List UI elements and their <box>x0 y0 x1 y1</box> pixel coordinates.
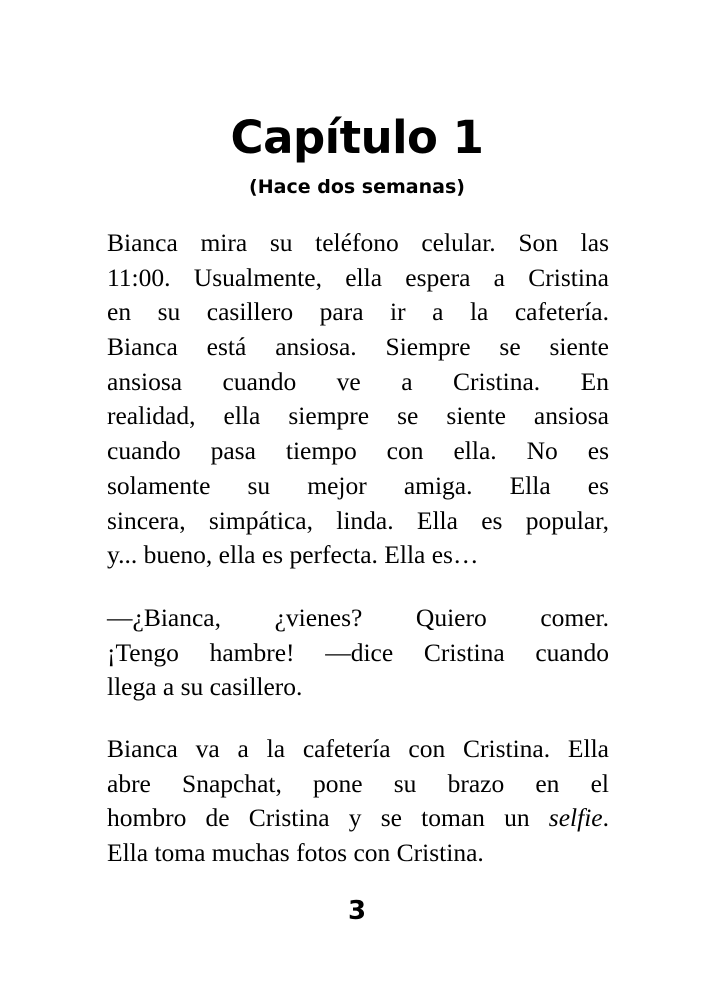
paragraph-2-dialogue <box>107 601 609 705</box>
text-line: 11:00. Usualmente, ella espera a Cristina <box>107 262 609 292</box>
text-line: solamente su mejor amiga. Ella es <box>107 470 609 500</box>
text-line: Bianca va a la cafetería con Cristina. Ella <box>107 734 609 763</box>
text-line: ansiosa cuando ve a Cristina. En <box>107 366 609 396</box>
text-line: en su casillero para ir a la cafetería. <box>107 297 609 327</box>
text-line: realidad, ella siempre se siente ansiosa <box>107 401 609 431</box>
text-line: Ella toma muchas fotos con Cristina. <box>107 838 484 868</box>
chapter-title: Capítulo 1 <box>230 111 484 164</box>
text-segment: hombro de Cristina y se toman un <box>107 803 530 833</box>
text-line-with-italic <box>107 801 609 836</box>
text-line: Bianca está ansiosa. Siempre se siente <box>107 332 609 362</box>
text-line: sincera, simpática, linda. Ella es popular, <box>107 505 609 535</box>
paragraph-1 <box>107 226 609 573</box>
text-line: abre Snapchat, pone su brazo en el <box>107 768 609 798</box>
text-line: cuando pasa tiempo con ella. No es <box>107 436 609 466</box>
text-line: llega a su casillero. <box>107 672 303 702</box>
period: . <box>602 803 609 833</box>
paragraph-3 <box>107 732 609 871</box>
text-line: —¿Bianca, ¿vienes? Quiero comer. <box>107 603 609 632</box>
text-line: y... bueno, ella es perfecta. Ella es… <box>107 540 479 570</box>
text-line: ¡Tengo hambre! —dice Cristina cuando <box>107 637 609 667</box>
chapter-subtitle: (Hace dos semanas) <box>249 176 465 198</box>
italic-word: selfie <box>548 803 603 833</box>
page-number: 3 <box>347 896 367 926</box>
text-line: Bianca mira su teléfono celular. Son las <box>107 228 609 257</box>
